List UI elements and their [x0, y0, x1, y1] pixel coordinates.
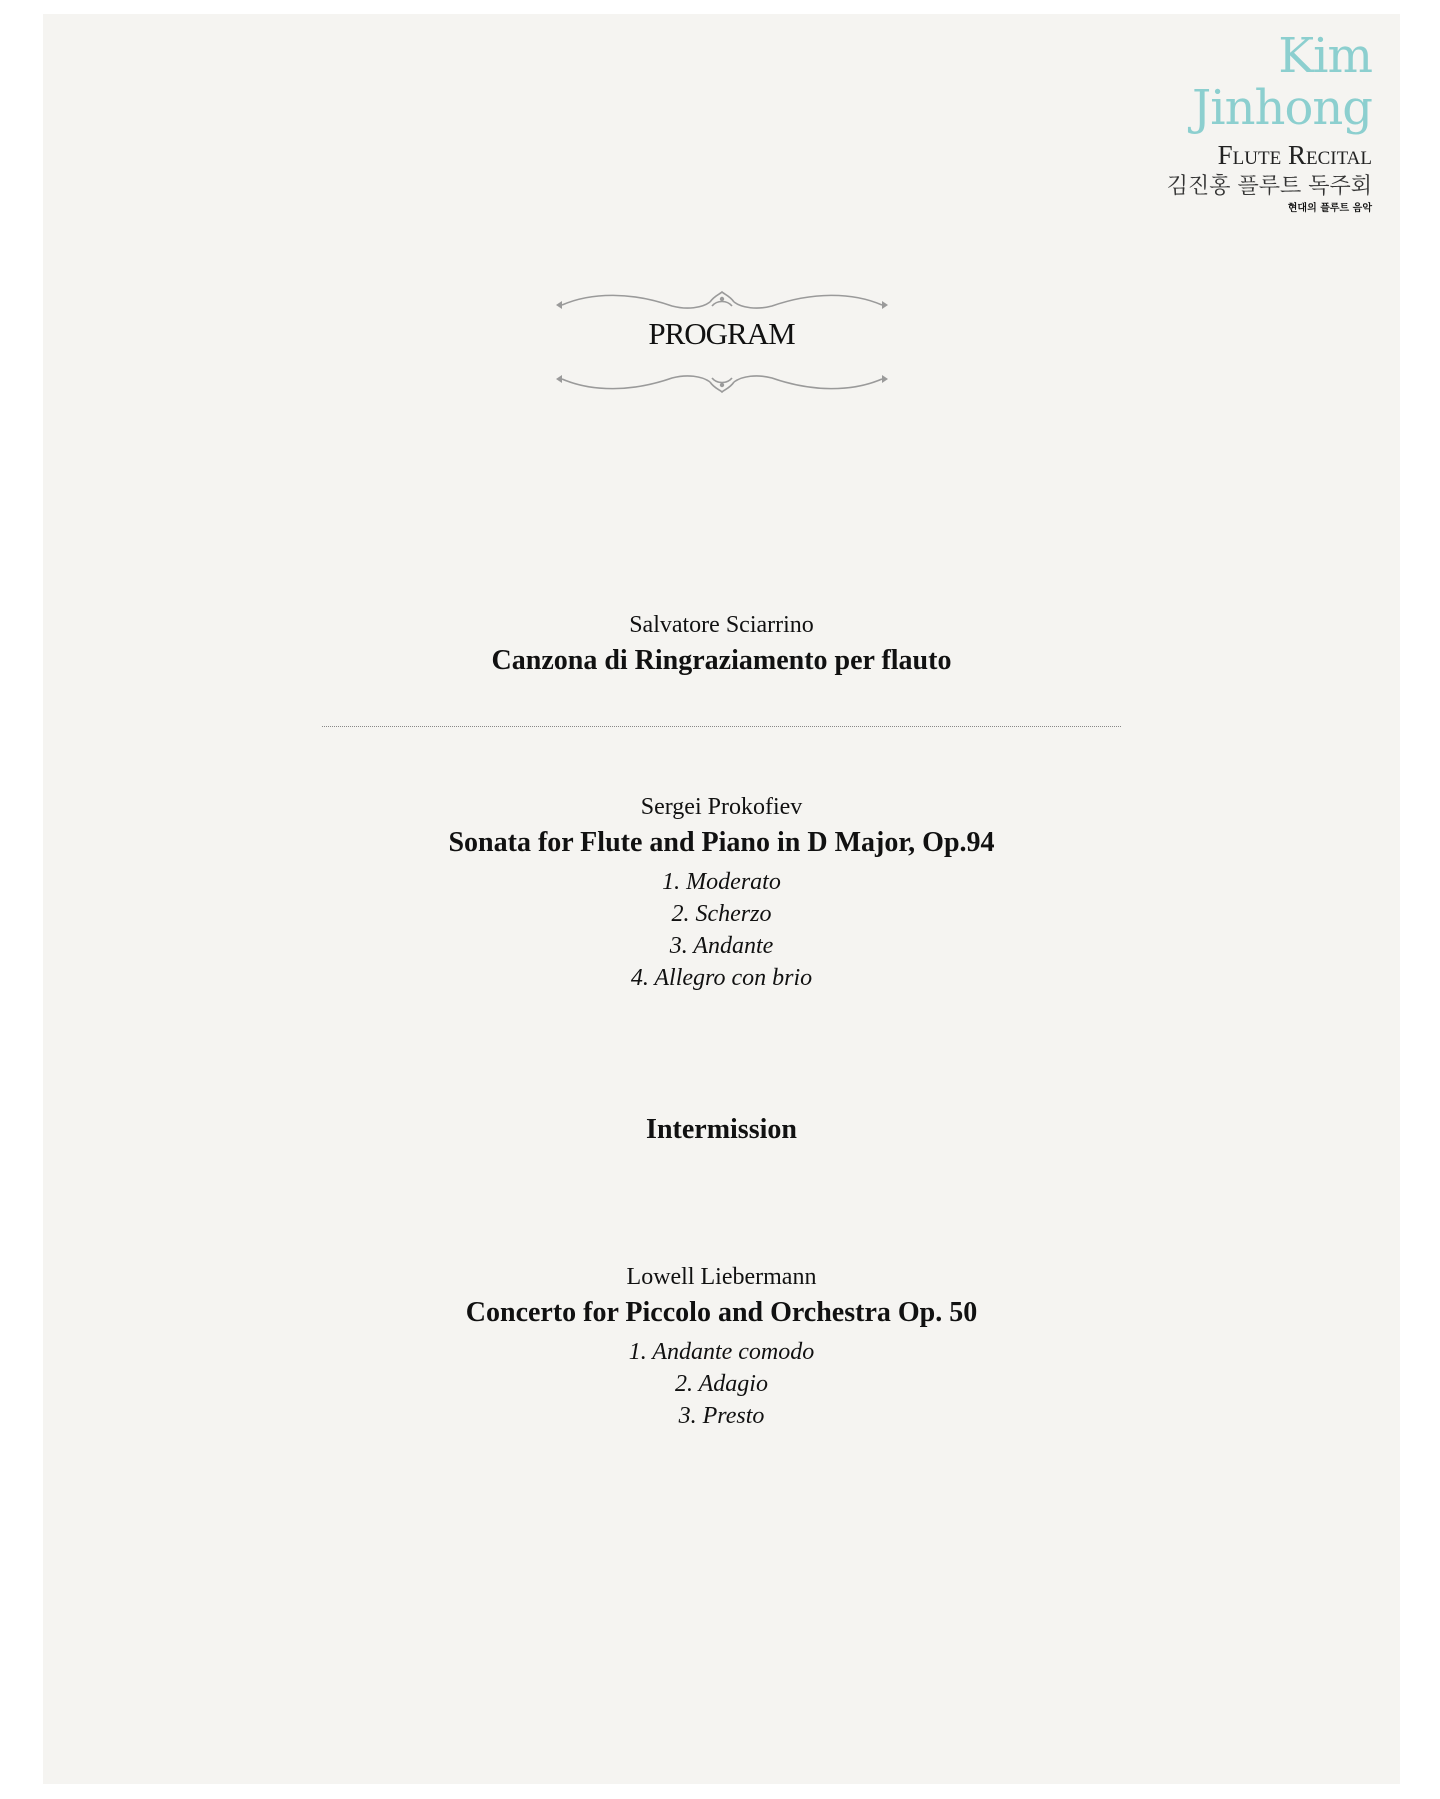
section-divider	[322, 726, 1121, 727]
movement: 3. Presto	[678, 1403, 765, 1429]
program-piece-2	[43, 790, 1400, 994]
movement: 2. Adagio	[675, 1371, 768, 1397]
brand-first-name: Kim	[1278, 28, 1372, 84]
composer-name: Lowell Liebermann	[626, 1264, 817, 1290]
brand-korean-title: 김진홍 플루트 독주회	[1166, 174, 1372, 199]
recital-brand	[1167, 30, 1372, 216]
work-title: Canzona di Ringraziamento per flauto	[491, 645, 952, 676]
brand-last-name: Jinhong	[1192, 80, 1372, 136]
movement: 4. Allegro con brio	[630, 965, 813, 991]
program-page	[43, 14, 1400, 1784]
work-title: Concerto for Piccolo and Orchestra Op. 50	[465, 1297, 978, 1328]
ornament-bottom	[43, 364, 1400, 399]
movement: 1. Moderato	[662, 869, 781, 895]
flourish-bottom-icon	[552, 364, 892, 394]
brand-korean-subtitle: 현대의 플루트 음악	[1287, 203, 1372, 214]
movement: 3. Andante	[669, 933, 774, 959]
intermission-label: Intermission	[646, 1114, 797, 1145]
program-piece-3	[43, 1260, 1400, 1432]
work-title: Sonata for Flute and Piano in D Major, Op.94	[448, 827, 995, 858]
brand-subtitle: Flute Recital	[1217, 140, 1372, 170]
composer-name: Salvatore Sciarrino	[629, 612, 814, 638]
movement: 2. Scherzo	[671, 901, 772, 927]
composer-name: Sergei Prokofiev	[640, 794, 803, 820]
program-piece-1	[43, 608, 1400, 680]
movement: 1. Andante comodo	[628, 1339, 815, 1365]
program-title: PROGRAM	[648, 316, 795, 351]
